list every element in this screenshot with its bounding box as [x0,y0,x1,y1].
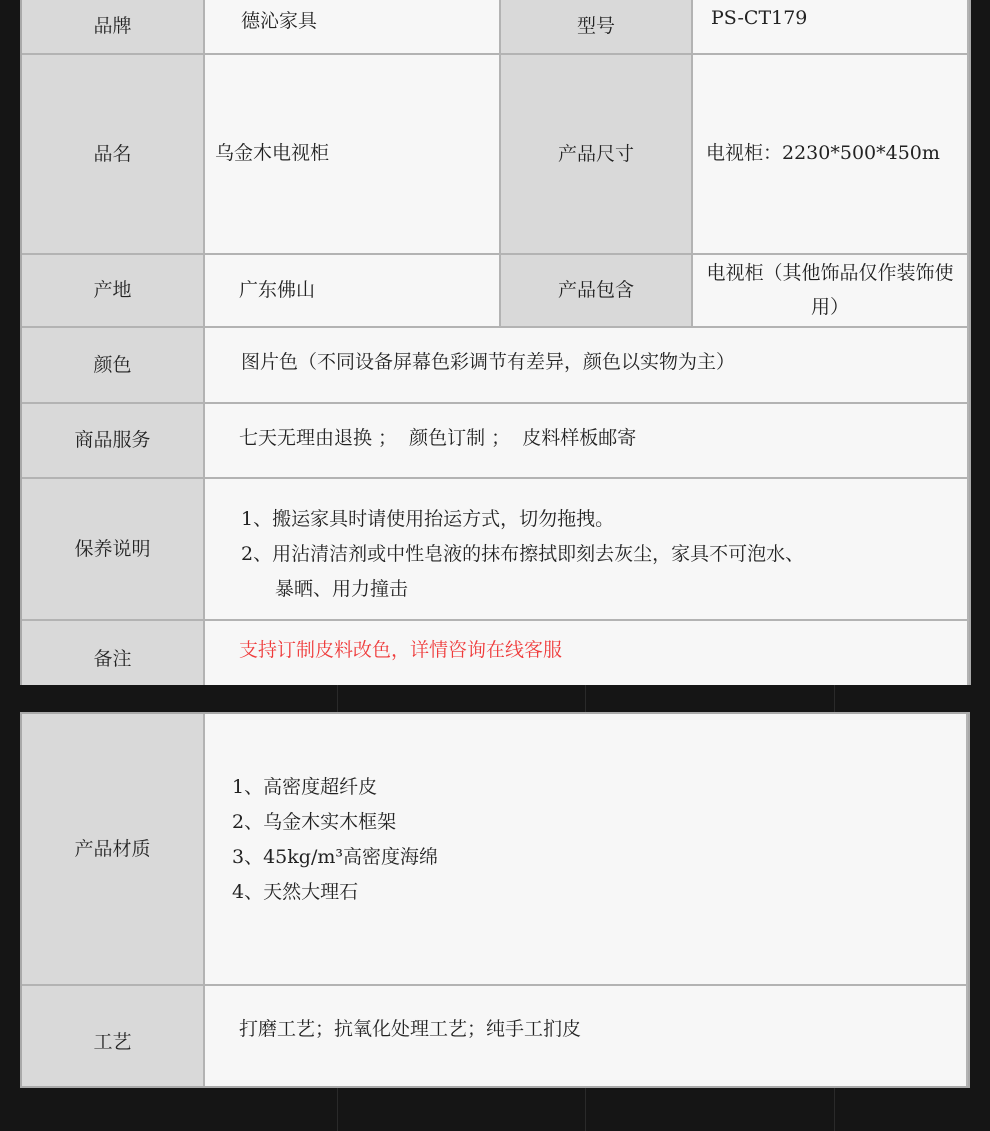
care-value-cell [205,479,969,621]
model-value-cell [693,0,969,55]
size-value-cell [693,55,969,255]
product-name-label-cell [22,55,205,255]
origin-value: 广东佛山 [239,279,316,302]
background-divider [834,684,835,714]
care-label: 保养说明 [74,537,151,560]
origin-label-cell [22,255,205,328]
service-value: 七天无理由退换 ； 颜色订制 ； 皮料样板邮寄 [239,427,637,450]
brand-label-cell [22,0,205,55]
material-item-2: 2、乌金木实木框架 [232,811,397,833]
background-divider [337,1088,338,1131]
care-line-1: 1、搬运家具时请使用抬运方式，切勿拖拽。 [241,508,615,530]
service-label-cell [22,404,205,479]
notes-label-cell [22,621,205,685]
notes-label: 备注 [93,647,132,670]
background-divider [337,684,338,714]
background-divider [585,1088,586,1131]
craft-label: 工艺 [93,1030,132,1053]
notes-value: 支持订制皮料改色，详情咨询在线客服 [239,638,563,661]
brand-label: 品牌 [93,15,132,38]
package-label-cell [501,255,693,328]
care-line-3: 暴晒、用力撞击 [275,578,409,600]
color-value: 图片色（不同设备屏幕色彩调节有差异，颜色以实物为主） [241,351,736,374]
model-value: PS-CT179 [711,7,808,29]
care-label-cell [22,479,205,621]
size-value: 电视柜：2230*500*450m [706,141,940,164]
material-value-cell [205,714,968,986]
spec-table [20,0,971,685]
product-name-value-cell [205,55,501,255]
care-line-2: 2、用沾清洁剂或中性皂液的抹布擦拭即刻去灰尘，家具不可泡水、 [241,543,805,565]
package-value-cell [693,255,969,328]
model-label: 型号 [576,15,615,38]
service-value-cell [205,404,969,479]
material-item-3: 3、45kg/m³高密度海绵 [232,846,438,868]
color-label-cell [22,328,205,404]
color-label: 颜色 [93,353,132,376]
size-label: 产品尺寸 [557,142,634,165]
service-label: 商品服务 [74,429,151,452]
origin-value-cell [205,255,501,328]
color-value-cell [205,328,969,404]
brand-value-cell [205,0,501,55]
size-label-cell [501,55,693,255]
care-instructions [241,502,804,607]
material-list [232,770,438,910]
brand-value: 德沁家具 [241,10,318,32]
product-name-label: 品名 [93,142,132,165]
material-label: 产品材质 [74,837,151,860]
material-table [20,712,970,1088]
package-label: 产品包含 [557,279,634,302]
material-item-4: 4、天然大理石 [232,881,359,903]
notes-value-cell [205,621,969,685]
material-label-cell [22,714,205,986]
product-name-value: 乌金木电视柜 [215,141,330,164]
craft-label-cell [22,986,205,1086]
craft-value: 打磨工艺；抗氧化处理工艺；纯手工扪皮 [239,1018,582,1040]
background-divider [585,684,586,714]
model-label-cell [501,0,693,55]
craft-value-cell [205,986,968,1086]
background-divider [834,1088,835,1131]
package-value: 电视柜（其他饰品仅作装饰使 用） [706,261,954,318]
material-item-1: 1、高密度超纤皮 [232,776,378,798]
origin-label: 产地 [93,279,132,302]
